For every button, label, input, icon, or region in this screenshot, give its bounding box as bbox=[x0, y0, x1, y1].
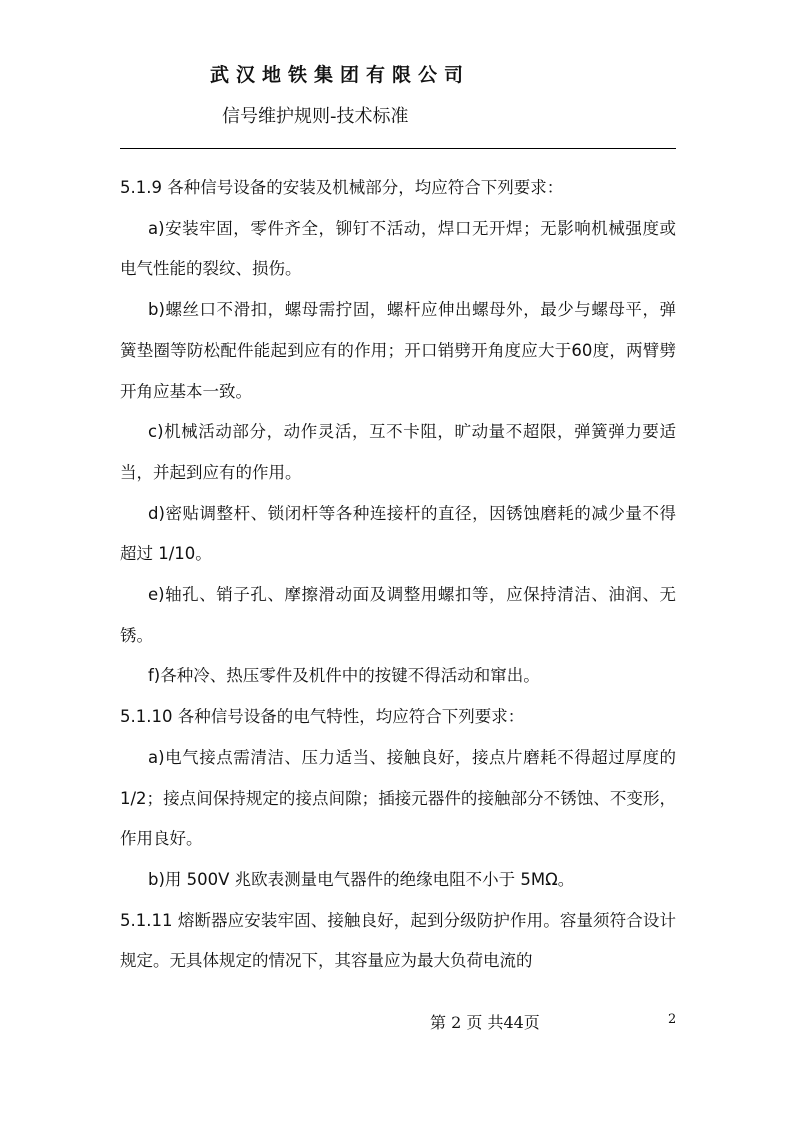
header-divider bbox=[120, 148, 676, 149]
clause-5-1-10-b: b)用 500V 兆欧表测量电气器件的绝缘电阻不小于 5MΩ。 bbox=[148, 869, 575, 889]
clause-5-1-9: 5.1.9 各种信号设备的安装及机械部分，均应符合下列要求： bbox=[120, 178, 564, 197]
clause-5-1-9-c: c)机械活动部分，动作灵活，互不卡阻，旷动量不超限，弹簧弹力要适当，并起到应有的作用。 bbox=[120, 422, 676, 482]
clause-5-1-11: 5.1.11 熔断器应安装牢固、接触良好，起到分级防护作用。容量须符合设计规定。无具体规定的情况下，其容量应为最大负荷电流的 bbox=[120, 910, 676, 971]
page-number: 2 bbox=[668, 1012, 677, 1027]
clause-5-1-9-f: f)各种冷、热压零件及机件中的按键不得活动和窜出。 bbox=[148, 666, 540, 686]
clause-5-1-10: 5.1.10 各种信号设备的电气特性，均应符合下列要求： bbox=[120, 707, 525, 727]
clause-5-1-10-a: a)电气接点需清洁、压力适当、接触良好，接点片磨耗不得超过厚度的 1/2；接点间保持规定的接点间隙；插接元器件的接触部分不锈蚀、不变形，作用良好。 bbox=[120, 747, 676, 849]
page-indicator: 第 2 页 共44页 bbox=[430, 1013, 540, 1032]
company-name: 武汉地铁集团有限公司 bbox=[210, 64, 471, 86]
clause-5-1-9-e: e)轴孔、销子孔、摩擦滑动面及调整用螺扣等，应保持清洁、油润、无锈。 bbox=[120, 585, 676, 645]
clause-5-1-9-a: a)安装牢固，零件齐全，铆钉不活动，焊口无开焊；无影响机械强度或电气性能的裂纹、损伤。 bbox=[120, 218, 676, 279]
clause-5-1-9-d: d)密贴调整杆、锁闭杆等各种连接杆的直径，因锈蚀磨耗的减少量不得超过 1/10。 bbox=[120, 503, 676, 564]
document-body bbox=[120, 168, 676, 982]
document-title: 信号维护规则-技术标准 bbox=[222, 106, 409, 127]
clause-5-1-9-b: b)螺丝口不滑扣，螺母需拧固，螺杆应伸出螺母外，最少与螺母平，弹簧垫圈等防松配件能起到应有的作用；开口销劈开角度应大于60度，两臂劈开角应基本一致。 bbox=[120, 300, 676, 401]
